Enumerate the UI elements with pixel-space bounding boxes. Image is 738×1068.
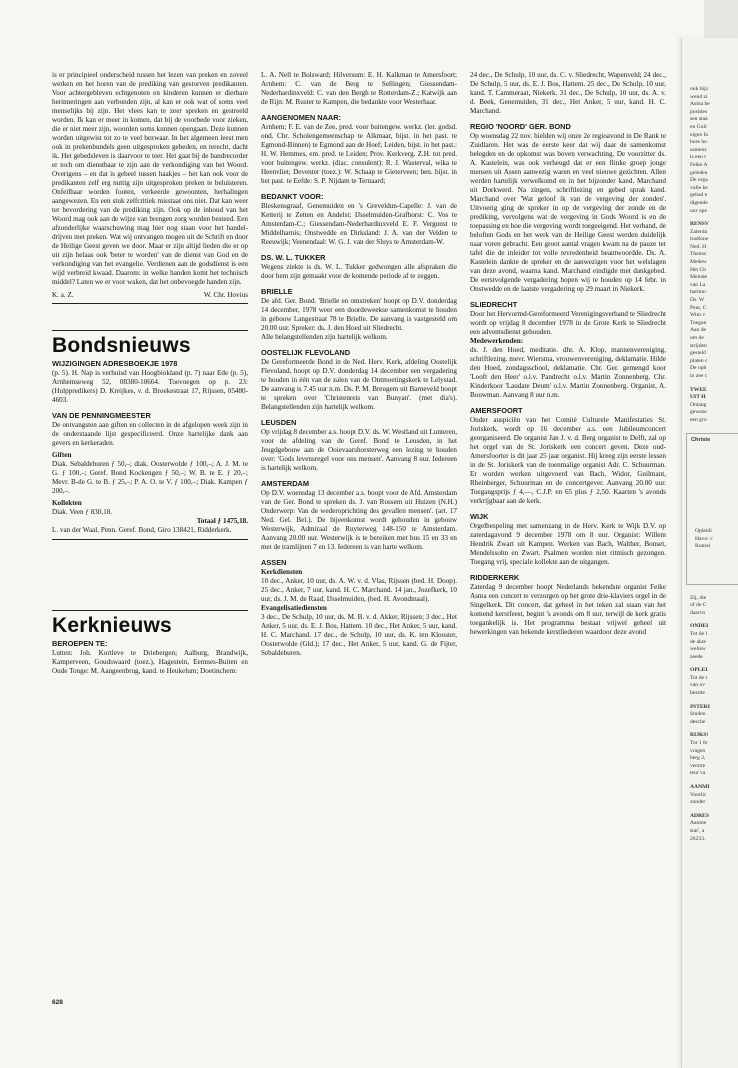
strip-lines bbox=[682, 675, 738, 698]
next-page-strip bbox=[681, 38, 738, 1068]
heading: REGIO 'NOORD' GER. BOND bbox=[470, 122, 571, 131]
heading: AMERSFOORT bbox=[470, 406, 523, 415]
paragraph: Lutten: Joh. Kortleve te Driebergen; Aalburg, Brandwijk, Kamperveen, Goudswaard (toez.), Hagestein, Eemnes-Buiten en Oude Tonge: M. Aangeenbrug, kand. te Heukelum; Doetinchem: bbox=[52, 649, 248, 675]
page-number: 628 bbox=[52, 999, 63, 1006]
heading: AMSTERDAM bbox=[261, 479, 310, 488]
strip-line: digende bbox=[690, 199, 708, 206]
strip-line: bariton bbox=[690, 289, 706, 296]
article-text: is er principieel onderscheid tussen het lezen van preken en zoveel werken en het horen van de prediking van gestorven predikanten. Voor achtergebleven echtgenoten en kinderen kunnen er dierbare herinneringen aan verbonden zijn, al kan er ook wat of soms veel menselijks bij zijn. Het vlees kan te zeer spreken en gestreeld worden. Ik kan er meer in komen, dat bij de voorbede voor zieken, die er niet meer zijn, woorden soms kunnen opengaan. Deze kunnen worden uitgewist tot zo te veel bezwaar. In het algemeen leest men ook in prekenbundels geen uitgesproken gebeden, en terecht, dacht ik. Het gebedsleven is daarvoor te teer. Het gaat bij de bandrecorder er toch om dienstbaar te zijn aan de verkondiging van het Woord. Overigens – en dat is gebeel tussen haakjes – het kan ook voor de predikanten zelf erg nuttig zijn uitgesproken preken te beluisteren. Onfeilbaar worden fouten, verkeerde gewoonten, herhalingen aangewezen. En een stuk zelfcritiek misstaat ons niet. Dat kan weer ter bevordering van de prediking zijn. Ook op de inhoud van het Woord mag ook aan de wijze van brengen zorg worden besteed. Een afzonderlijke waarschuwing mag hier nog staan voor het handel-drijven met preken. Wat wij ontvangen mogen uit de Schrift en door de Heilige Geest geven we door. Maar er zijn altijd lieden die er op uit zijn helaas ook 'beter te worden' van de dienst van God en de verkondiging van het evangelie. Verdienen aan de godsdienst is een wijd verbreid kwaad. Daarom: in welke handen komt het technisch middel? Laten we er voor waken, dat het onbevoegde handen zijn. bbox=[52, 71, 248, 286]
strip-line: hore ho bbox=[690, 139, 707, 146]
paragraph: Op D.V. woensdag 13 december a.s. hoopt voor de Afd. Amsterdam van de Ger. Bond te spreken ds. J. van Rossem uit Huizen (N.H.) Onderwerp: Van de wederoprichting des gevallen mensen'. (art. 17 Ned. Gel. Bel.). De bijeenkomst wordt gehouden in gebouw Westerwijk, Admiraal de Ruyterweg 148-150 te Amsterdam. Aanvang 20.00 uur. Westerwijk is te bereiken met bus 15 en 33 en met de tramlijnen 7 en 13. Iedereen is van harte welkom. bbox=[261, 489, 457, 551]
paragraph: 10 dec., Anker, 10 uur, ds. A. W. v. d. Vlas, Rijssen (bed. H. Doop). 25 dec., Anker, 7 uur, kand. H. C. Marchand. 14 jan., Jozefkerk, 10 uur, ds. J. M. de Raad, IJsselmuiden, (bed. H. Avondmaal). bbox=[261, 577, 457, 603]
strip-line: uur ope bbox=[690, 207, 707, 214]
divider bbox=[52, 539, 248, 540]
divider bbox=[52, 610, 248, 611]
strip-line: sen staa bbox=[690, 116, 708, 123]
subheading: Kollekten bbox=[52, 499, 82, 507]
paragraph: (p. 5). H. Nap is verhuisd van Hoogbiokland (p. 7) naar Ede (p. 5), Arnhemseweg 52, 08380-10664. Toevoegen op p. 23: (Hulppredikers) D. Kreijkes, v. d. Broekestraat 17, Rijssen, 05480-4603. bbox=[52, 369, 248, 404]
strip-heading: ONDEI bbox=[690, 623, 709, 630]
strip-line: wend zi bbox=[690, 93, 708, 100]
heading: DS. W. L. TUKKER bbox=[261, 253, 326, 262]
strip-line: en Guil bbox=[690, 123, 707, 130]
strip-heading: TWEE bbox=[690, 386, 707, 393]
heading: LEUSDEN bbox=[261, 418, 297, 427]
strip-lines bbox=[687, 528, 738, 551]
paragraph: Diak. Sebaldeburen ƒ 50,–; diak. Oosterwolde ƒ 100,–; A. J. M. te G. ƒ 100,–; Geref. Bond Kockengen ƒ 50,–; W. B. te E. ƒ 20,–; Mevr. B-de G. te B. ƒ 25,–; P. A. O. te V. ƒ 100,–; Diak. Kampen ƒ 200,–. bbox=[52, 460, 248, 495]
paragraph: 24 dec., De Schulp, 10 uur, ds. C. v. Sliedrecht, Wapenveld; 24 dec., De Schulp, 5 uur, ds. E. J. Bos, Hattem. 25 dec., De Schulp, 10 uur, kand. T. Cammeraat, Niekerk. 31 dec., De Schulp, 10 uur, ds. A. v. d. Beek, Genemuiden, 31 dec., Het Anker, 5 uur, kand. H. C. Marchand. bbox=[470, 71, 666, 115]
heading: VAN DE PENNINGMEESTER bbox=[52, 411, 151, 420]
heading: BEDANKT VOOR: bbox=[261, 192, 324, 201]
paragraph: 3 dec., De Schulp, 10 uur, ds. M. B. v. d. Akker, Rijssen; 3 dec., Het Anker, 5 uur, ds. E. J. Bos, Hattem. 10 dec., Het Anker, 5 uur, kand. H. C. Marchand. 17 dec., de Schulp, 10 uur, ds. K. ten Klooster, Oosterwolde (Gld.); 17 dec., Het Anker, 5 uur, kand. G. de Fijter, Sebaldeburen. bbox=[261, 613, 457, 657]
paragraph: Alle belangstellenden zijn hartelijk welkom. bbox=[261, 333, 388, 341]
strip-line: geleden bbox=[690, 169, 708, 176]
strip-line: om de bbox=[690, 335, 704, 341]
strip-line: van La bbox=[690, 281, 706, 288]
strip-line: desche bbox=[690, 718, 706, 725]
strip-line: een gro bbox=[690, 416, 707, 423]
heading: BEROEPEN TE: bbox=[52, 639, 108, 648]
strip-line: strijden bbox=[690, 342, 707, 349]
strip-line: volle ke bbox=[690, 184, 708, 191]
strip-lines bbox=[682, 740, 738, 778]
paragraph: Op woensdag 22 nov. hielden wij onze 2e regioavond in De Rank te Zuidlaren. Het was de eerste keer dat wij daar de samenkomst belegden en de opkomst was boven verwachting. De voorzitter ds. A. Kastelein, was ook verheugd dat er een flinke groep jonge mensen uit Assen aanwezig waren en veel nieuwe gezichten. Allen werden hartelijk verwelkomd en in het bijzonder kand. Marchand uit Dorkwerd. Na zingen, schriftlezing en gebed sprak kand. Marchand over 'Wat geloof ik van de vergeving der zonden'. Uitvoerig ging de spreker in op de vergeving der zonde en de prediking, vervolgens wat de vergeving in Gods Woord is en de toepassing en hoe die vergeving wordt toegeeigend. Het verband, de beloften Gods en het werk van de Heilige Geest werden duidelijk naar voren gebracht. Een groot aantal vragen kwam na de pauze ter tafel die de inleider tot volle tevredenheid beantwoordde. Ds. A. Kastelein dankte de spreker en de aanwezigen voor het welslagen van deze avond, waarna kand. Marchand eindigde met dankgebed. De eerstvolgende vergadering hopen wij te houden op 14 febr. in Onstwedde en de laatste vergadering op 29 maart in Niekerk. bbox=[470, 132, 666, 293]
strip-line: van ov bbox=[690, 682, 706, 689]
heading: WIJK bbox=[470, 512, 489, 521]
strip-line: bezitte bbox=[690, 690, 705, 697]
heading: AANGENOMEN NAAR: bbox=[261, 113, 342, 122]
strip-line: Studen bbox=[690, 711, 706, 718]
subheading: Medewerkenden: bbox=[470, 337, 524, 345]
strip-lines bbox=[682, 711, 738, 726]
paragraph: Diak. Veen ƒ 830,18. bbox=[52, 508, 113, 516]
strip-line: Het Ch bbox=[690, 266, 707, 273]
paragraph: De Gereformeerde Bond in de Ned. Herv. Kerk, afdeling Oostelijk Flevoland, hoopt op D.V. donderdag 14 december een vergadering te houden in één van de zalen van de Ontmoetingskerk te Lelystad. De aanvang is 7.45 uur n.m. Ds. P. M. Breugem uit Barneveld hoopt te spreken over 'Christenreis van Bunyan'. (met dia's). Belangstellenden zijn hartelijk welkom. bbox=[261, 358, 457, 411]
strip-line: Medew bbox=[690, 259, 707, 266]
paragraph: Onder auspiciën van het Comité Culturele Manifestaties St. Joriskerk, wordt op 16 december a.s. een Jubileumconcert georganiseerd. De organist Jan J. v. d. Berg organist te Delft, zal op het orgel van de St. Joriskerk een concert geven. Deze oud-Amersfoorter is dit jaar 25 jaar organist. Hij kreeg zijn eerste lessen in de St. Joriskerk van de toenmalige organist Adr. C. Schuurman. Er worden werken uitgevoerd van Bach, Widor, Guilmant, Rheinberger, Schuurman en de concertgever. Aanvang 20.00 uur. Toegangsprijs ƒ 4,—, C.J.P. en 65 plus ƒ 2,50. Kaarten 's avonds verkrijgbaar aan de kerk. bbox=[470, 416, 666, 505]
strip-line: berg 2, bbox=[690, 755, 706, 762]
section-heading-bondsnieuws: Bondsnieuws bbox=[52, 334, 191, 357]
strip-lines bbox=[682, 229, 738, 381]
strip-line: zonder bbox=[690, 799, 706, 806]
paragraph: ds. J. den Hoed, meditatie. dhr. A. Klop, mannenvereniging, schriftlezing. mevr. Wiersma, vrouwenvereniging, deklamatie. Hilde den Hoed, zondagsschool, deklamatie. Chr. Ger. gemengd koor 'Looft den Heer' o.l.v. Pandrecht o.l.v. Martin Zonnenberg. Chr. Kinderkoor 'Laudate Deum' o.l.v. Martin Zonnenberg. Organist, A. Bouwman. Aanvang 8 uur n.m. bbox=[470, 346, 666, 399]
paragraph: Zaterdag 9 december hoopt Nederlands bekendste organist Feike Asma een concert te verzorgen op het grote drie-klaviers orgel in de Singelkerk. Dit concert, dat geheel in het teken zal staan van het komend kerstfeest, begint 's avonds om 8 uur, terwijl de kerk gratis toegankelijk is. Het programma bestaat vrijwel geheel uit bewerkingen van bekende kerstliederen waardoor deze avond bbox=[470, 583, 666, 636]
strip-line: tradione bbox=[690, 236, 709, 243]
strip-heading: ADRES bbox=[690, 812, 709, 819]
divider bbox=[52, 303, 248, 304]
strip-line: verstre bbox=[690, 762, 706, 769]
strip-line: Wim v bbox=[690, 312, 706, 319]
strip-line: Aanme bbox=[690, 820, 707, 827]
strip-line: is een t bbox=[690, 154, 706, 161]
strip-line: of de C bbox=[690, 602, 707, 609]
strip-line: 26233. bbox=[690, 835, 706, 842]
heading: WIJZIGINGEN ADRESBOEKJE 1978 bbox=[52, 359, 178, 368]
strip-line: Aan de bbox=[690, 327, 706, 334]
paragraph: Op vrijdag 8 december a.s. hoopt D.V. ds. W. Westland uit Lunteren, voor de afdeling van de Geref. Bond te Leusden, in het Jeugdgebouw aan de Ooievaarshorsterweg een lezing te houden over: 'Gods levensregel voor ons mensen'. Aanvang 8 uur. Iedereen is hartelijk welkom. bbox=[261, 428, 457, 472]
signature-initials: K. a. Z. bbox=[52, 291, 74, 299]
section-heading-kerknieuws: Kerknieuws bbox=[52, 614, 172, 637]
heading: RIDDERKERK bbox=[470, 573, 520, 582]
strip-line: Asma be bbox=[690, 101, 710, 108]
strip-line: Opleidi bbox=[695, 528, 712, 535]
strip-line: Meinde bbox=[690, 274, 708, 281]
strip-box-label: Christe bbox=[691, 436, 711, 443]
advertisement-box bbox=[686, 433, 738, 585]
strip-line: eigen fa bbox=[690, 131, 708, 138]
paragraph: Arnhem; F. E. van de Zee, pred. voor buitengew. werkz. (ler. godsd. ond. Chr. Scholengemeenschap te Alkmaar, bijst. in het past. te Egmond-Binnen) te Egmond aan de Hoef; Leiden, bijst. in het past.: H. W. Hemmes, em. pred. te Leiden; Prov. Kerkverg. Z.H. tot pred. voor buitengew. werkz. (diac. consulent): R. J. Wasterval, wika te Heenvliet; Deventer (toez.): W. Schaap te Gieterveen; ben. bijst. in het past. te Eefde: S. P. Nijdam te Ternaard; bbox=[261, 123, 457, 185]
heading: ASSEN bbox=[261, 558, 287, 567]
strip-line: gesteld bbox=[690, 350, 706, 357]
strip-line: platen c bbox=[690, 357, 708, 364]
strip-line: geweze bbox=[690, 409, 707, 416]
heading: BRIELLE bbox=[261, 287, 293, 296]
divider bbox=[52, 330, 248, 331]
paragraph: Orgelbespeling met samenzang in de Herv. Kerk te Wijk D.V. op zaterdagavond 9 december 1978 om 8 uur. Organist: Willem Hendrik Zwart uit Kampen. Werken van Bach, Walther, Bonset, Mendelssohn en Zwart. Psalmen worden niet ritmisch gezongen. Toegang vrij, speciale kollekte aan de uitgangen. bbox=[470, 522, 666, 566]
strip-heading: RIJKS! bbox=[690, 732, 709, 739]
strip-line: Ronssi bbox=[695, 543, 711, 550]
strip-line: Havo- c bbox=[695, 535, 713, 542]
strip-heading: UIT H bbox=[690, 394, 706, 401]
signature-author: W. Chr. Hovius bbox=[203, 291, 248, 299]
strip-lines bbox=[682, 402, 738, 425]
strip-line: Toegan bbox=[690, 319, 707, 326]
strip-line: De orga bbox=[690, 177, 708, 184]
paragraph: Bleskensgraaf, Genemuiden en 's Greveldun-Capelle: J. van de Ketterij te Zetten en Andelst; IJsselmuiden-Grafhorst: C. Vos te Amsterdam-C.; Giessendam-Nederhardinxveld E. F. Vergunst te Middelharnis; Onstwedde en Dirksland: J. A. van der Velden te Reeuwijk; Veenendaal: W. G. J. van der Sluys te Amsterdam-W. bbox=[261, 202, 457, 246]
paragraph: Wegens ziekte is ds. W. L. Tukker gedwongen alle afspraken die door hem zijn gemaakt voor de komende periode af te zeggen. bbox=[261, 263, 457, 280]
column-2 bbox=[261, 71, 457, 658]
paragraph: L. van der Waal, Penn. Geref. Bond, Giro 138421, Ridderkerk. bbox=[52, 526, 232, 534]
strip-line: posities bbox=[690, 108, 708, 115]
strip-line: Tot de t bbox=[690, 674, 708, 681]
strip-line: gehad e bbox=[690, 192, 708, 199]
strip-line: Ned. H bbox=[690, 243, 707, 250]
strip-line: teur va bbox=[690, 770, 706, 777]
strip-line: vragen bbox=[690, 747, 706, 754]
total-amount: Totaal ƒ 1475,18. bbox=[196, 517, 248, 525]
strip-line: Feike A bbox=[690, 161, 708, 168]
strip-lines bbox=[682, 820, 738, 843]
subheading: Giften bbox=[52, 451, 72, 459]
strip-line: de akte bbox=[690, 638, 706, 645]
paragraph: De afd. Ger. Bond. 'Brielle en omstreken' hoopt op D.V. donderdag 14 december, 1978 weer een doordeweekse samenkomst te houden in gebouw Langestraat 78 te Brielle. De aanvang is vastgesteld om 20.00 uur. Spreker: ds. J. den Hoed uit Sliedrecht. bbox=[261, 297, 457, 332]
strip-line: Peut, C bbox=[690, 304, 707, 311]
strip-heading: INTERI bbox=[690, 703, 710, 710]
strip-lines bbox=[682, 86, 738, 215]
strip-lines bbox=[682, 631, 738, 661]
paragraph: De ontvangsten aan giften en collecten in de afgelopen week zijn in de onderstaande lijst gespecificeerd. Onze hartelijke dank aan gevers en kerkeraden. bbox=[52, 421, 248, 447]
strip-line: samenz bbox=[690, 146, 707, 153]
strip-line: Thema: bbox=[690, 251, 708, 258]
strip-line: Zaterda bbox=[690, 228, 708, 235]
heading: OOSTELIJK FLEVOLAND bbox=[261, 348, 351, 357]
paragraph: L. A. Nell te Bolsward; Hilversum: E. H. Kalkman te Amersfoort; Arnhem: C. van de Berg te Sellingen; Giessendam-Nederhardinxveld: C. van den Bergh te Rotterdam-Z.; Katwijk aan de Rijn: M. Ruster te Kampen, die bedankte voor Westerhaar. bbox=[261, 71, 457, 106]
strip-line: in zee c bbox=[690, 372, 708, 379]
strip-line: daarvo bbox=[690, 609, 706, 616]
strip-heading: OPLEI bbox=[690, 667, 708, 674]
strip-line: Tot de l bbox=[690, 630, 708, 637]
strip-line: welisw bbox=[690, 646, 706, 653]
strip-line: ook bijz bbox=[690, 86, 709, 92]
strip-line: Onlang bbox=[690, 401, 707, 408]
subheading: Kerkdiensten bbox=[261, 568, 303, 576]
strip-lines bbox=[682, 792, 738, 807]
strip-lines bbox=[682, 595, 738, 618]
strip-line: Tot 1 fe bbox=[690, 740, 708, 747]
signature-line bbox=[52, 291, 248, 300]
strip-line: zeede bbox=[690, 653, 703, 660]
column-1 bbox=[52, 71, 248, 676]
strip-heading: AANMI bbox=[690, 784, 710, 790]
paragraph: Door het Hervormd-Gereformeerd Verenigingsverband te Sliedrecht wordt op vrijdag 8 december 1978 in de Grote Kerk te Sliedrecht een adventsdienst gehouden. bbox=[470, 310, 666, 336]
strip-line: Zij, die bbox=[690, 594, 707, 601]
heading: SLIEDRECHT bbox=[470, 300, 518, 309]
strip-line: Ds. W bbox=[690, 297, 705, 304]
strip-heading: RENSV bbox=[690, 221, 709, 228]
column-3 bbox=[470, 71, 666, 637]
strip-line: star', a bbox=[690, 827, 705, 834]
strip-line: Voorlic bbox=[690, 791, 707, 798]
subheading: Evangelisatiediensten bbox=[261, 604, 327, 612]
strip-line: De oph bbox=[690, 365, 707, 372]
